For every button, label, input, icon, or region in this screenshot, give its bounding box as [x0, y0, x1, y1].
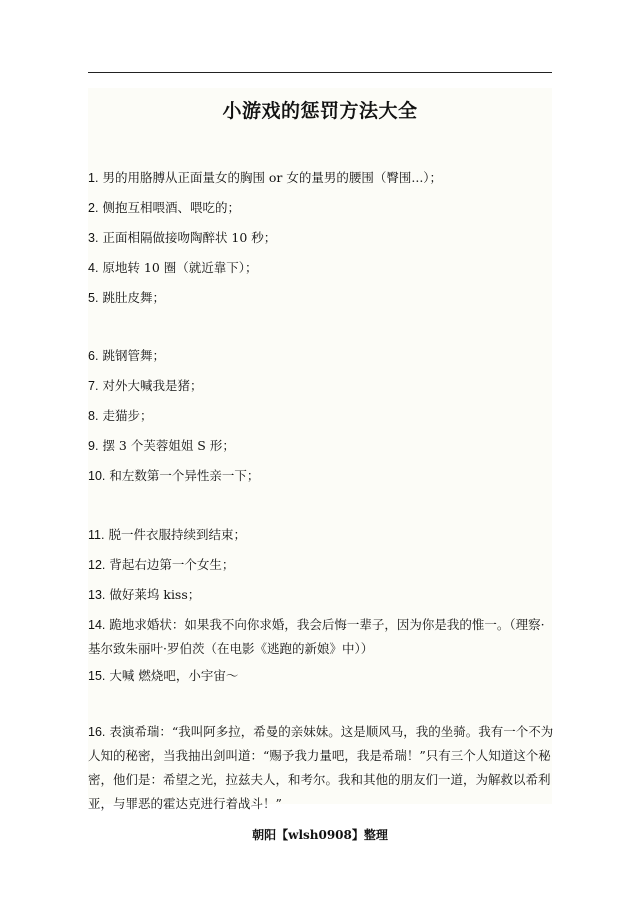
- footer-credit: 朝阳【wlsh0908】整理: [252, 828, 388, 842]
- list-item: 11. 脱一件衣服持续到结束；: [88, 527, 246, 542]
- list-item: 6. 跳钢管舞；: [88, 348, 165, 363]
- list-item: 1. 男的用胳膊从正面量女的胸围 or 女的量男的腰围（臀围...）；: [88, 170, 443, 185]
- list-item: 13. 做好莱坞 kiss；: [88, 587, 201, 602]
- list-item: 5. 跳肚皮舞；: [88, 290, 165, 305]
- list-item: 14. 跪地求婚状：如果我不向你求婚，我会后悔一辈子，因为你是我的惟一。（理察·基尔致朱丽叶·罗伯茨（在电影《逃跑的新娘》中））: [88, 617, 545, 656]
- list-item: 16. 表演希瑞：“我叫阿多拉，希曼的亲妹妹。这是顺风马，我的坐骑。我有一个不为人知的秘密，当我抽出剑叫道：“赐予我力量吧，我是希瑞！”只有三个人知道这个秘密，他们是：希望之光，拉兹夫人，和考尔。我和其他的朋友们一道，为解救以希利亚，与罪恶的霍达克进行着战斗！”: [88, 724, 554, 811]
- list-item: 7. 对外大喊我是猪；: [88, 378, 203, 393]
- list-item: 9. 摆 3 个芙蓉姐姐 S 形；: [88, 438, 235, 453]
- page-title: 小游戏的惩罚方法大全: [222, 100, 418, 122]
- header-rule: [88, 72, 552, 73]
- list-item: 3. 正面相隔做接吻陶醉状 10 秒；: [88, 230, 277, 245]
- list-item: 2. 侧抱互相喂酒、喂吃的；: [88, 200, 240, 215]
- list-item: 4. 原地转 10 圈（就近靠下）；: [88, 260, 258, 275]
- list-item: 8. 走猫步；: [88, 408, 153, 423]
- list-item: 12. 背起右边第一个女生；: [88, 557, 235, 572]
- list-item: 15. 大喊 燃烧吧，小宇宙～: [88, 668, 239, 683]
- list-item: 10. 和左数第一个异性亲一下；: [88, 468, 260, 483]
